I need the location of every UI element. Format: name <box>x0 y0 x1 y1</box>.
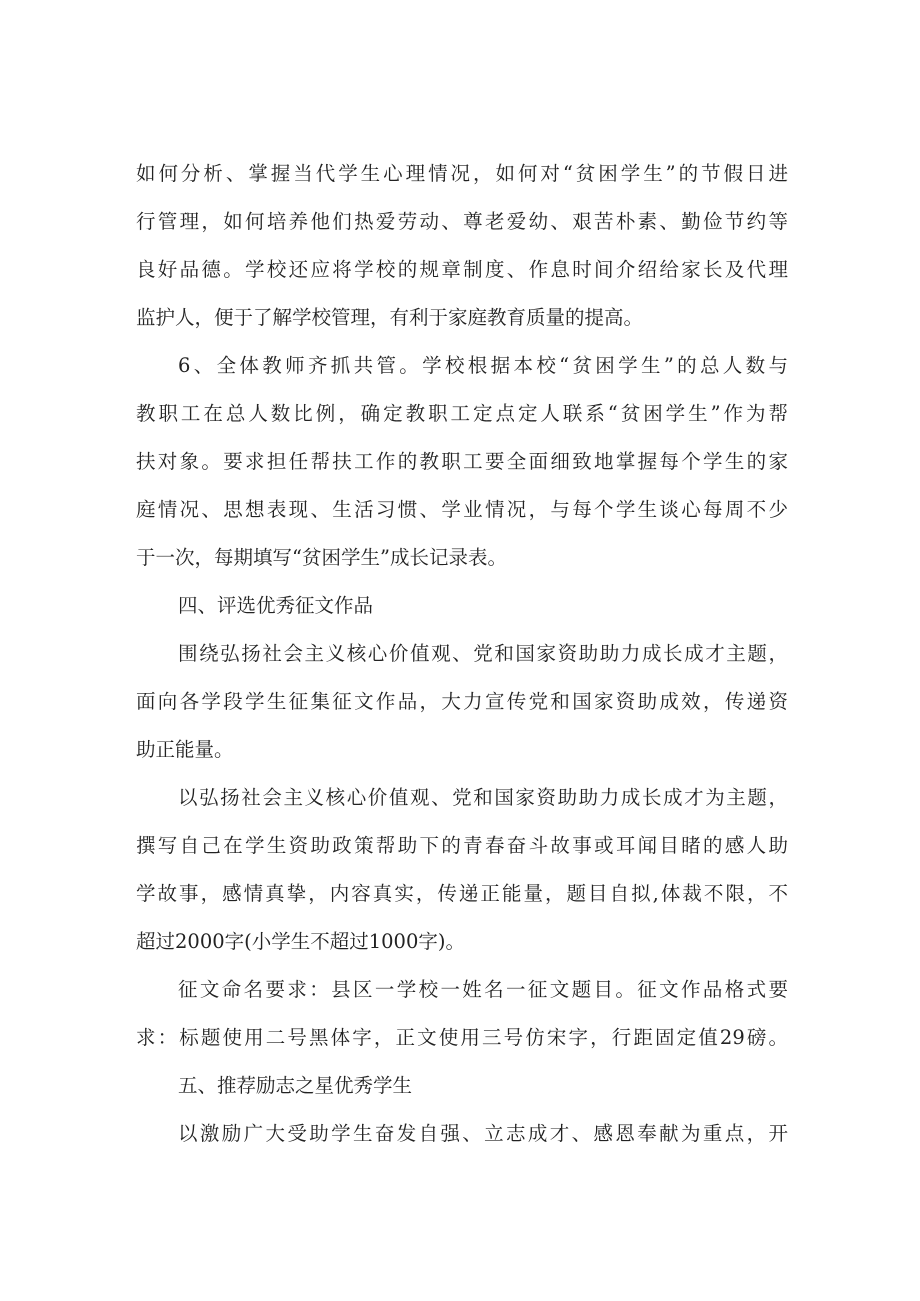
text-line: 学故事，感情真挚，内容真实，传递正能量，题目自拟,体裁不限，不 <box>136 882 788 905</box>
text-line: 良好品德。学校还应将学校的规章制度、作息时间介绍给家长及代理 <box>136 258 788 281</box>
text-line: 四、评选优秀征文作品 <box>178 594 374 617</box>
text-line: 于一次，每期填写“贫困学生”成长记录表。 <box>136 546 507 569</box>
text-line: 庭情况、思想表现、生活习惯、学业情况，与每个学生谈心每周不少 <box>136 498 788 521</box>
text-line: 征文命名要求：县区一学校一姓名一征文题目。征文作品格式要 <box>178 978 788 1001</box>
text-line: 以激励广大受助学生奋发自强、立志成才、感恩奉献为重点，开 <box>178 1122 788 1145</box>
text-line: 行管理，如何培养他们热爱劳动、尊老爱幼、艰苦朴素、勤俭节约等 <box>136 210 788 233</box>
text-line: 扶对象。要求担任帮扶工作的教职工要全面细致地掌握每个学生的家 <box>136 450 788 473</box>
text-line: 教职工在总人数比例，确定教职工定点定人联系“贫困学生”作为帮 <box>136 402 788 425</box>
document-body <box>136 150 788 1158</box>
text-line: 如何分析、掌握当代学生心理情况，如何对“贫困学生”的节假日进 <box>136 162 788 185</box>
text-line: 6、全体教师齐抓共管。学校根据本校“贫困学生”的总人数与 <box>178 354 788 377</box>
text-line: 监护人，便于了解学校管理，有利于家庭教育质量的提高。 <box>136 306 644 329</box>
text-line: 超过2000字(小学生不超过1000字)。 <box>136 930 465 953</box>
text-line: 以弘扬社会主义核心价值观、党和国家资助助力成长成才为主题， <box>178 786 788 809</box>
text-line: 撰写自己在学生资助政策帮助下的青春奋斗故事或耳闻目睹的感人助 <box>136 834 788 857</box>
text-line: 围绕弘扬社会主义核心价值观、党和国家资助助力成长成才主题， <box>178 642 788 665</box>
text-line: 面向各学段学生征集征文作品，大力宣传党和国家资助成效，传递资 <box>136 690 788 713</box>
text-line: 求：标题使用二号黑体字，正文使用三号仿宋字，行距固定值29磅。 <box>136 1026 788 1049</box>
text-line: 五、推荐励志之星优秀学生 <box>178 1074 413 1097</box>
text-line: 助正能量。 <box>136 738 234 761</box>
